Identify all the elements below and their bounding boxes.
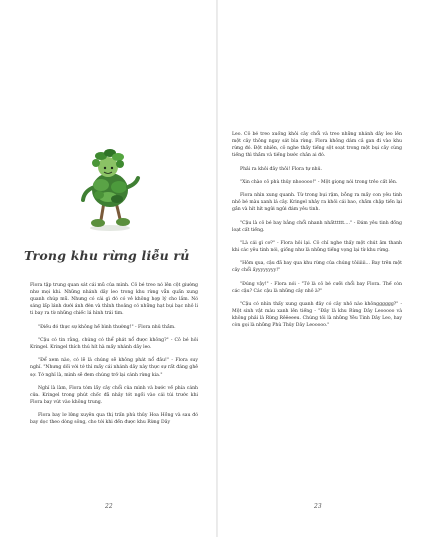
paragraph: "Cậu là cô bé bay bằng chổi nhanh nhấtttttt...." - Đám yêu tinh đồng loạt cất tiếng. [232,220,402,233]
paragraph: "Cậu có nhìn thấy xung quanh đây có cây nhỏ nào khôngggggg?" - Một sinh vật màu xanh lên tiếng - "Đây là khu Rừng Dây Leooooo và không phải là Rừng Rêêeeeu. Chúng tôi là những Yêu Tinh Dây Leo, hay còn gọi là những Phù Thủy Dây Leooooo." [232,302,402,329]
paragraph: "Hôm qua, cậu đã bay qua khu rừng của chúng tôiiiiii... Bay trên một cây chổi ấyyyyyyyy!" [232,261,402,274]
paragraph: "Điều đó thực sự không hề bình thường!" - Flora nhủ thầm. [38,324,176,330]
paragraph: Nghĩ là làm, Flora tóm lấy cây chổi của mình và bước về phía cánh cửa. Kringel trong phút chốc đã nhảy tót ngồi vào cái túi trước khi Flora bay vút vào không trung. [30,385,198,405]
left-body-text [30,282,198,433]
paragraph: "Để xem nào, có lẽ là chúng sẽ không phát nổ đâu!" - Flora suy nghĩ. "Nhưng dối với tớ thì mấy cái nhánh dây này thực sự rất đáng ghê sợ. Tớ nghĩ là, mình sẽ đem chúng trở lại cánh rừng kia." [30,358,198,378]
paragraph: Phải ra khỏi đây thôi! Flora tự nhủ. [240,166,323,172]
paragraph: Flora tập trung quan sát cái mũ của mình. Cô bé treo nó lên cột giường như mọi khi. Những nhánh dây leo trong khu rừng vẫn quấn xung quanh chúp mũ. Nhưng có cái gì đó có vẻ không hợp lý cho lắm. Nó sáng lấp lánh dưới ánh đèn và thỉnh thoảng có những hạt bụi bạc nhỏ li ti bay ra từ những chiếc lá hình trái tim. [30,283,198,317]
paragraph: Flora bay lơ lửng xuyên qua thị trấn phù thủy Hoa Hồng và sau đó bay dọc theo dòng sông, cho tới khi đến được khu Rừng Dây [30,413,198,426]
left-page [0,0,217,537]
chapter-title: Trong khu rừng liễu rủ [24,248,190,263]
right-body-text [232,131,402,336]
page-number: 23 [314,503,322,510]
paragraph: "Là cái gì cơ?" - Flora hỏi lại. Cô chỉ nghe thấy một chút âm thanh khi các yêu tinh nói, giống như là những tiếng vọng lại từ khu rừng. [232,240,402,254]
paragraph: "Xin chào cô phù thủy nhooooo!" - Một giọng nói trong trẻo cất lên. [240,179,398,185]
paragraph: Leo. Cô bé treo xuống khỏi cây chổi và treo những nhánh dây leo lên một cây thông ngay sát bìa rừng. Flora không dám cả gan đi vào khu rừng đó. Đột nhiên, cô nghe thấy tiếng sột soạt trong một bụi cây cùng tiếng thì thầm và tiếng bước chân ai đó. [232,132,402,159]
page-number: 22 [105,503,113,510]
paragraph: Flora nhìn xung quanh. Từ trong bụi rậm, bỗng ra mấy con yêu tinh nhỏ bé màu xanh lá cây. Kringel nhảy ra khỏi cái bao, chầm chập tiến lại gần và hít hít ngửi ngửi đám yêu tinh. [232,193,402,213]
right-page [218,0,435,537]
paragraph: "Cậu có tin rằng, chúng có thể phát nổ được không?" - Cô bé hỏi Kringel. Kringel thích thú hít hà mấy nhánh dây leo. [30,337,198,351]
paragraph: "Đúng vậy!" - Flora nói - "Tớ là cô bé cưỡi chổi bay Flora. Thế còn các cậu? Các cậu là những cây nhỏ à?" [232,281,402,294]
elf-illustration [70,140,150,234]
